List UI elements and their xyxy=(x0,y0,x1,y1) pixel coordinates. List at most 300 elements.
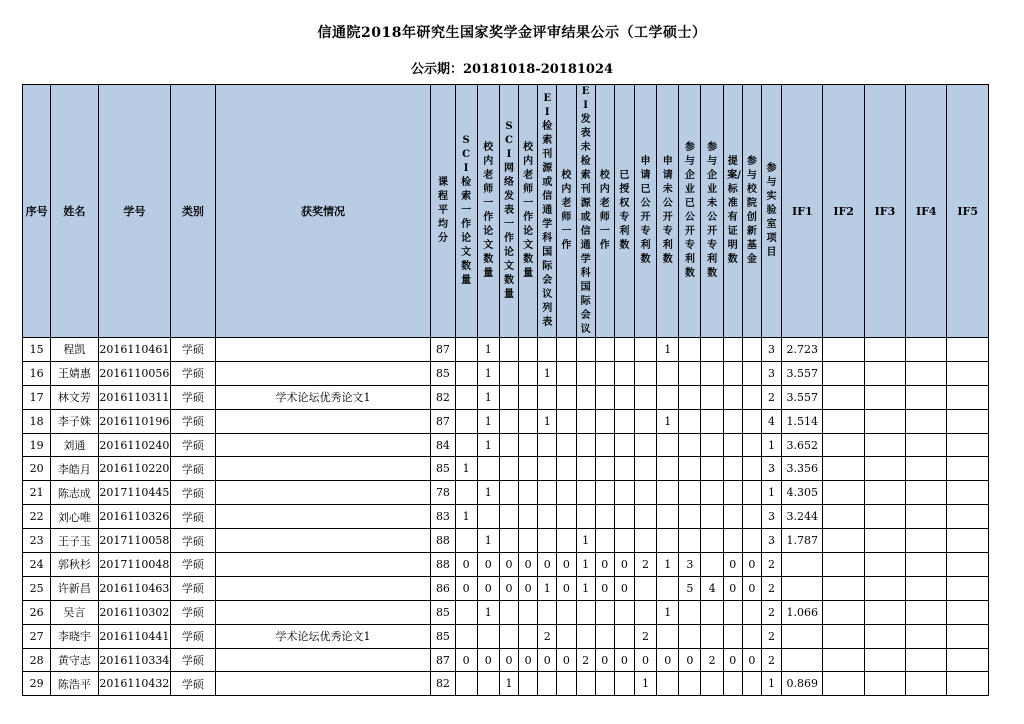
table-cell xyxy=(614,433,634,457)
table-cell: 1 xyxy=(576,529,595,553)
table-cell xyxy=(634,338,656,362)
column-header-label: 校内老师一作 xyxy=(561,170,572,251)
table-cell: 21 xyxy=(23,481,51,505)
table-cell xyxy=(614,600,634,624)
table-cell xyxy=(634,433,656,457)
table-cell xyxy=(614,529,634,553)
table-cell xyxy=(538,672,557,696)
table-cell xyxy=(864,361,905,385)
table-cell: 0 xyxy=(519,648,538,672)
table-cell xyxy=(864,457,905,481)
table-cell: 陈志成 xyxy=(51,481,98,505)
table-cell: 许新昌 xyxy=(51,576,98,600)
table-cell xyxy=(823,648,864,672)
table-cell: 88 xyxy=(431,553,455,577)
column-header-label: 校内老师一作论文数量 xyxy=(523,142,534,279)
table-cell xyxy=(906,409,947,433)
table-cell xyxy=(519,672,538,696)
table-cell: 郭秋杉 xyxy=(51,553,98,577)
table-cell xyxy=(576,433,595,457)
table-cell xyxy=(742,385,761,409)
table-cell xyxy=(742,433,761,457)
table-cell xyxy=(455,672,477,696)
table-cell xyxy=(864,600,905,624)
table-cell: 0 xyxy=(519,576,538,600)
table-cell xyxy=(906,576,947,600)
table-cell: 1 xyxy=(455,505,477,529)
table-cell xyxy=(701,385,723,409)
table-cell: 1 xyxy=(477,409,499,433)
table-cell: 88 xyxy=(431,529,455,553)
table-cell: 1.066 xyxy=(782,600,823,624)
table-cell: 0 xyxy=(657,648,679,672)
table-cell: 16 xyxy=(23,361,51,385)
table-cell xyxy=(723,457,742,481)
table-cell xyxy=(701,624,723,648)
table-cell: 1 xyxy=(634,672,656,696)
table-cell xyxy=(823,338,864,362)
column-header-label: 课程平均分 xyxy=(437,177,448,244)
table-cell: 1 xyxy=(576,553,595,577)
table-cell: 87 xyxy=(431,409,455,433)
table-cell xyxy=(634,600,656,624)
table-cell: 2016110302 xyxy=(98,600,171,624)
table-cell xyxy=(614,385,634,409)
table-cell xyxy=(519,409,538,433)
table-cell xyxy=(864,553,905,577)
table-cell xyxy=(519,361,538,385)
table-cell xyxy=(538,529,557,553)
table-cell xyxy=(576,481,595,505)
table-cell xyxy=(947,576,989,600)
table-cell xyxy=(519,624,538,648)
table-cell xyxy=(499,361,518,385)
table-cell: 26 xyxy=(23,600,51,624)
table-cell: 17 xyxy=(23,385,51,409)
table-cell xyxy=(823,553,864,577)
table-row xyxy=(23,529,989,553)
table-cell xyxy=(864,385,905,409)
table-cell xyxy=(595,672,614,696)
table-cell: 82 xyxy=(431,385,455,409)
table-cell: 0 xyxy=(723,553,742,577)
publicity-period: 公示期：20181018-20181024 xyxy=(410,62,614,77)
table-cell xyxy=(477,505,499,529)
table-cell xyxy=(499,457,518,481)
table-cell xyxy=(723,361,742,385)
table-cell: 学硕 xyxy=(171,648,215,672)
table-cell xyxy=(499,385,518,409)
table-cell xyxy=(614,505,634,529)
table-cell: 学硕 xyxy=(171,553,215,577)
table-cell xyxy=(947,338,989,362)
table-cell xyxy=(455,338,477,362)
table-cell xyxy=(906,433,947,457)
table-cell xyxy=(782,553,823,577)
table-cell xyxy=(723,505,742,529)
table-cell xyxy=(477,457,499,481)
table-cell: 0 xyxy=(557,576,576,600)
table-cell xyxy=(679,529,701,553)
table-cell: 3.557 xyxy=(782,361,823,385)
table-cell: 李皓月 xyxy=(51,457,98,481)
table-cell xyxy=(455,433,477,457)
table-cell xyxy=(742,409,761,433)
table-cell: 0 xyxy=(723,648,742,672)
column-header xyxy=(614,85,634,338)
table-cell: 1 xyxy=(761,433,781,457)
table-cell: 2 xyxy=(761,385,781,409)
table-cell: 87 xyxy=(431,648,455,672)
table-cell: 刘心唯 xyxy=(51,505,98,529)
table-cell xyxy=(742,481,761,505)
table-cell xyxy=(657,457,679,481)
table-cell: 0.869 xyxy=(782,672,823,696)
table-cell xyxy=(215,505,431,529)
table-cell xyxy=(519,457,538,481)
table-cell: 1 xyxy=(657,600,679,624)
table-cell: 学硕 xyxy=(171,409,215,433)
table-cell: 学硕 xyxy=(171,361,215,385)
table-cell xyxy=(742,672,761,696)
table-cell xyxy=(519,433,538,457)
table-cell: 2017110048 xyxy=(98,553,171,577)
table-cell xyxy=(742,505,761,529)
table-cell: 0 xyxy=(477,576,499,600)
table-cell: 0 xyxy=(519,553,538,577)
table-cell xyxy=(576,361,595,385)
table-cell xyxy=(657,529,679,553)
table-cell xyxy=(576,409,595,433)
table-cell: 0 xyxy=(477,648,499,672)
table-cell: 1 xyxy=(477,481,499,505)
table-cell xyxy=(634,361,656,385)
table-cell: 程凯 xyxy=(51,338,98,362)
table-cell xyxy=(595,338,614,362)
table-cell xyxy=(634,409,656,433)
table-cell xyxy=(519,338,538,362)
table-cell xyxy=(614,361,634,385)
table-cell: 0 xyxy=(742,576,761,600)
table-cell xyxy=(595,600,614,624)
table-cell: 陈浩平 xyxy=(51,672,98,696)
table-cell xyxy=(455,600,477,624)
column-header xyxy=(595,85,614,338)
column-header-label: 参与实验室项目 xyxy=(766,163,777,258)
table-cell: 2 xyxy=(576,648,595,672)
table-cell xyxy=(576,624,595,648)
table-cell xyxy=(906,553,947,577)
table-cell xyxy=(864,481,905,505)
table-cell xyxy=(723,624,742,648)
table-cell: 1.514 xyxy=(782,409,823,433)
table-cell xyxy=(823,481,864,505)
table-cell: 1 xyxy=(538,409,557,433)
table-cell xyxy=(823,576,864,600)
table-cell xyxy=(906,457,947,481)
table-cell: 0 xyxy=(595,553,614,577)
table-cell: 3 xyxy=(761,361,781,385)
table-cell xyxy=(723,409,742,433)
column-header xyxy=(576,85,595,338)
table-row xyxy=(23,338,989,362)
table-cell: 学硕 xyxy=(171,576,215,600)
table-row xyxy=(23,457,989,481)
table-cell: 学术论坛优秀论文1 xyxy=(215,385,431,409)
table-cell: 3.244 xyxy=(782,505,823,529)
table-cell xyxy=(679,600,701,624)
table-cell: 2017110445 xyxy=(98,481,171,505)
table-cell xyxy=(215,361,431,385)
table-cell xyxy=(657,481,679,505)
table-cell xyxy=(864,624,905,648)
table-cell: 25 xyxy=(23,576,51,600)
table-cell: 1 xyxy=(576,576,595,600)
table-cell: 29 xyxy=(23,672,51,696)
table-cell: 1 xyxy=(761,672,781,696)
table-cell xyxy=(595,433,614,457)
table-cell: 2016110463 xyxy=(98,576,171,600)
table-cell xyxy=(906,648,947,672)
table-cell xyxy=(906,361,947,385)
table-cell xyxy=(614,409,634,433)
header-row xyxy=(23,85,989,338)
table-cell: 学硕 xyxy=(171,624,215,648)
table-cell xyxy=(576,505,595,529)
table-cell xyxy=(906,505,947,529)
table-cell: 学硕 xyxy=(171,433,215,457)
table-cell: 0 xyxy=(499,553,518,577)
table-cell: 0 xyxy=(614,553,634,577)
table-cell: 0 xyxy=(455,648,477,672)
table-cell: 0 xyxy=(614,648,634,672)
table-row xyxy=(23,361,989,385)
table-cell xyxy=(557,529,576,553)
table-cell xyxy=(634,457,656,481)
table-cell: 0 xyxy=(477,553,499,577)
table-cell: 1 xyxy=(538,576,557,600)
table-cell: 87 xyxy=(431,338,455,362)
table-cell xyxy=(455,361,477,385)
table-cell xyxy=(906,338,947,362)
table-cell: 2016110441 xyxy=(98,624,171,648)
table-cell xyxy=(595,457,614,481)
table-cell xyxy=(477,624,499,648)
table-cell xyxy=(215,481,431,505)
table-cell: 0 xyxy=(742,648,761,672)
table-cell: 4 xyxy=(761,409,781,433)
column-header xyxy=(761,85,781,338)
table-cell xyxy=(557,433,576,457)
table-cell: 0 xyxy=(634,648,656,672)
table-cell: 0 xyxy=(499,648,518,672)
table-cell xyxy=(557,385,576,409)
table-cell: 2017110058 xyxy=(98,529,171,553)
table-cell: 0 xyxy=(557,648,576,672)
column-header xyxy=(499,85,518,338)
table-cell xyxy=(701,409,723,433)
table-cell: 1 xyxy=(477,385,499,409)
table-body xyxy=(23,338,989,696)
table-cell xyxy=(906,624,947,648)
scholarship-results-table xyxy=(22,84,989,696)
table-cell xyxy=(906,529,947,553)
table-cell: 黄守志 xyxy=(51,648,98,672)
table-cell xyxy=(906,385,947,409)
table-cell xyxy=(947,409,989,433)
table-row xyxy=(23,600,989,624)
table-cell: 2 xyxy=(634,624,656,648)
table-cell xyxy=(823,409,864,433)
table-cell: 2016110461 xyxy=(98,338,171,362)
table-cell xyxy=(823,600,864,624)
table-cell xyxy=(595,481,614,505)
table-cell: 2016110432 xyxy=(98,672,171,696)
table-cell: 1.787 xyxy=(782,529,823,553)
table-cell xyxy=(538,457,557,481)
column-header xyxy=(679,85,701,338)
table-cell xyxy=(701,529,723,553)
table-cell: 24 xyxy=(23,553,51,577)
table-cell: 2016110196 xyxy=(98,409,171,433)
table-row xyxy=(23,553,989,577)
table-cell xyxy=(906,672,947,696)
table-cell: 学硕 xyxy=(171,600,215,624)
table-cell xyxy=(947,600,989,624)
table-cell xyxy=(499,409,518,433)
table-cell xyxy=(864,505,905,529)
column-header-label: EI发表未检索刊源或信通学科国际会议 xyxy=(580,86,591,335)
table-cell: 28 xyxy=(23,648,51,672)
table-cell: 2.723 xyxy=(782,338,823,362)
table-cell: 刘通 xyxy=(51,433,98,457)
table-cell: 1 xyxy=(657,553,679,577)
table-cell xyxy=(742,457,761,481)
table-cell: 86 xyxy=(431,576,455,600)
table-cell xyxy=(679,505,701,529)
table-cell xyxy=(823,505,864,529)
table-cell xyxy=(782,648,823,672)
column-header xyxy=(634,85,656,338)
table-cell xyxy=(499,481,518,505)
table-cell: 吴言 xyxy=(51,600,98,624)
table-row xyxy=(23,505,989,529)
column-header: IF1 xyxy=(782,85,823,338)
column-header: 类别 xyxy=(171,85,215,338)
table-cell xyxy=(499,433,518,457)
column-header: 姓名 xyxy=(51,85,98,338)
table-cell xyxy=(701,505,723,529)
table-cell: 18 xyxy=(23,409,51,433)
table-cell xyxy=(499,505,518,529)
table-cell: 1 xyxy=(477,361,499,385)
table-cell: 84 xyxy=(431,433,455,457)
table-cell xyxy=(701,433,723,457)
column-header xyxy=(701,85,723,338)
table-cell xyxy=(679,433,701,457)
table-cell xyxy=(906,481,947,505)
table-cell: 1 xyxy=(477,529,499,553)
table-cell: 2016110311 xyxy=(98,385,171,409)
table-cell: 2016110334 xyxy=(98,648,171,672)
table-cell: 林文芳 xyxy=(51,385,98,409)
table-cell xyxy=(538,433,557,457)
table-cell: 学硕 xyxy=(171,457,215,481)
table-cell xyxy=(576,338,595,362)
table-cell: 1 xyxy=(477,433,499,457)
table-cell: 李晓宇 xyxy=(51,624,98,648)
table-cell xyxy=(947,361,989,385)
table-cell xyxy=(455,624,477,648)
table-cell: 0 xyxy=(455,576,477,600)
table-cell: 83 xyxy=(431,505,455,529)
table-cell xyxy=(557,481,576,505)
table-cell xyxy=(864,576,905,600)
table-cell: 2 xyxy=(761,624,781,648)
table-cell xyxy=(557,505,576,529)
table-cell: 0 xyxy=(455,553,477,577)
table-cell xyxy=(215,457,431,481)
table-cell xyxy=(864,409,905,433)
table-cell xyxy=(499,600,518,624)
table-cell xyxy=(782,576,823,600)
column-header: IF4 xyxy=(906,85,947,338)
table-cell xyxy=(557,624,576,648)
table-cell xyxy=(723,529,742,553)
column-header xyxy=(557,85,576,338)
column-header xyxy=(657,85,679,338)
table-cell: 1 xyxy=(477,338,499,362)
column-header-label: 申请未公开专利数 xyxy=(662,156,673,265)
table-cell xyxy=(477,672,499,696)
table-cell xyxy=(519,481,538,505)
table-cell xyxy=(823,385,864,409)
column-header-label: SCI网络发表一作论文数量 xyxy=(503,121,514,300)
table-cell xyxy=(595,361,614,385)
column-header: IF5 xyxy=(947,85,989,338)
table-cell xyxy=(634,481,656,505)
table-cell xyxy=(742,624,761,648)
table-cell xyxy=(947,505,989,529)
table-cell: 李子姝 xyxy=(51,409,98,433)
column-header-label: 参与校院创新基金 xyxy=(746,156,757,265)
table-cell xyxy=(701,553,723,577)
table-row xyxy=(23,433,989,457)
table-row xyxy=(23,481,989,505)
table-cell xyxy=(823,433,864,457)
table-cell: 3.356 xyxy=(782,457,823,481)
table-row xyxy=(23,672,989,696)
table-cell xyxy=(499,529,518,553)
table-cell xyxy=(557,338,576,362)
table-cell xyxy=(864,338,905,362)
table-cell xyxy=(576,385,595,409)
table-cell xyxy=(576,457,595,481)
table-cell: 0 xyxy=(538,648,557,672)
column-header: 获奖情况 xyxy=(215,85,431,338)
table-cell xyxy=(947,385,989,409)
table-cell: 2016110240 xyxy=(98,433,171,457)
table-cell xyxy=(499,624,518,648)
table-cell xyxy=(499,338,518,362)
table-cell xyxy=(679,361,701,385)
table-cell xyxy=(701,481,723,505)
table-row xyxy=(23,385,989,409)
table-cell xyxy=(215,409,431,433)
column-header-label: SCI检索一作论文数量 xyxy=(461,135,472,286)
table-cell: 3.652 xyxy=(782,433,823,457)
table-cell xyxy=(947,529,989,553)
